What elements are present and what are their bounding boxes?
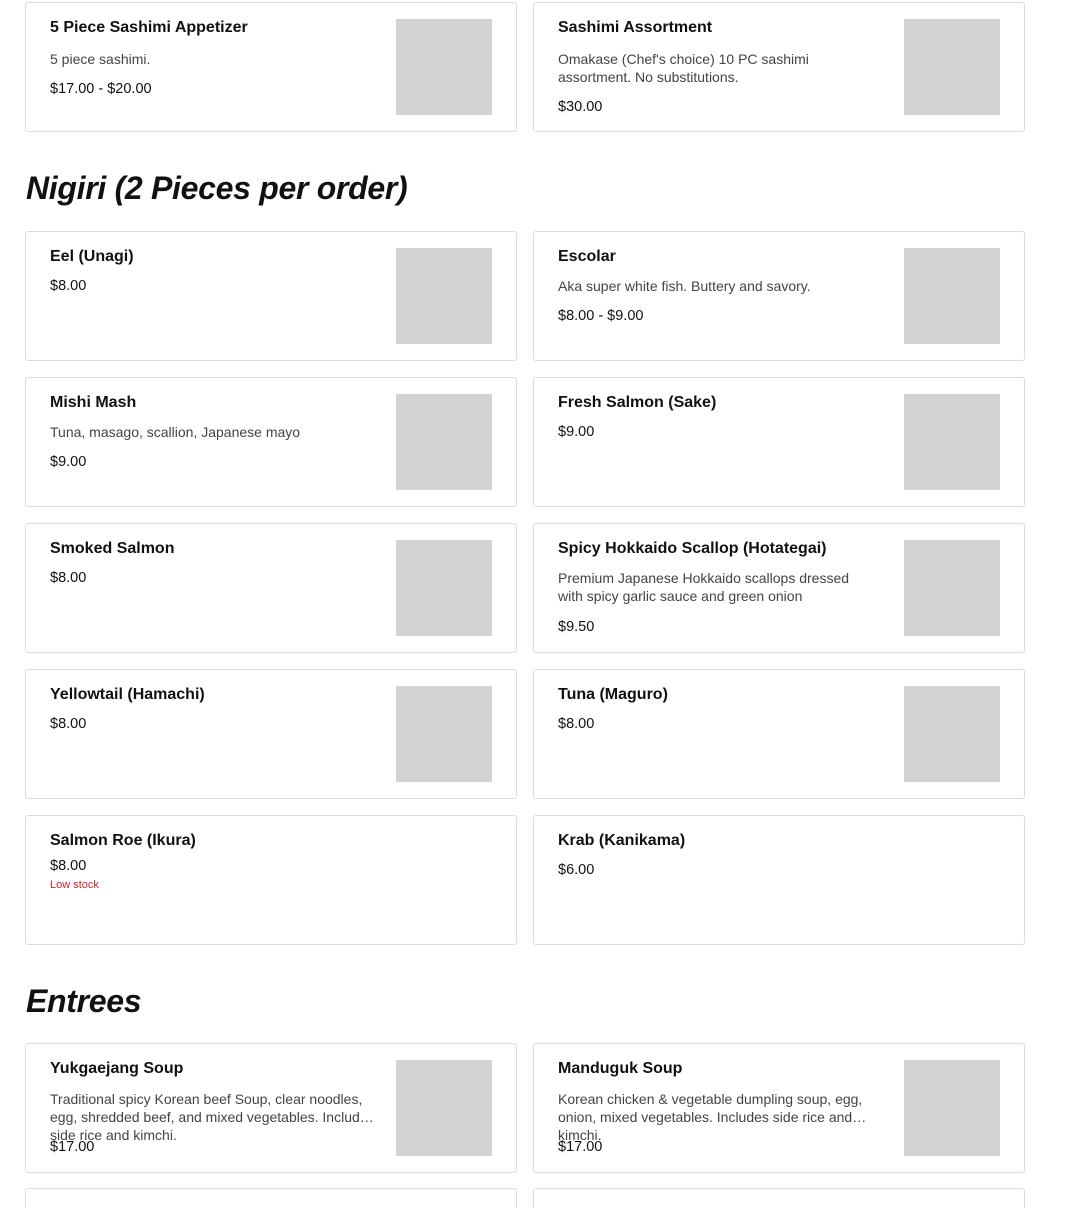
item-description: Aka super white fish. Buttery and savory. <box>558 278 811 294</box>
item-description: 5 piece sashimi. <box>50 51 151 67</box>
menu-item-card[interactable] <box>533 815 1025 945</box>
item-image <box>904 540 1000 636</box>
item-description: Korean chicken & vegetable dumpling soup, egg, onion, mixed vegetables. Includes side rice and kimchi. <box>558 1091 863 1143</box>
item-image <box>904 19 1000 115</box>
item-price: $6.00 <box>558 862 595 878</box>
item-price: $17.00 <box>50 1139 95 1155</box>
menu-item-card[interactable] <box>25 377 517 507</box>
item-description: Omakase (Chef's choice) 10 PC sashimi assortment. No substitutions. <box>558 51 809 85</box>
item-name: Fresh Salmon (Sake) <box>558 394 717 411</box>
item-description: Premium Japanese Hokkaido scallops dressed with spicy garlic sauce and green onion <box>558 570 850 604</box>
menu-item-card[interactable] <box>25 1188 517 1208</box>
item-price: $8.00 <box>50 858 87 874</box>
item-price: $9.00 <box>50 454 87 470</box>
menu-item-card[interactable] <box>25 231 517 361</box>
item-price: $9.00 <box>558 424 595 440</box>
item-image <box>396 686 492 782</box>
item-price: $8.00 <box>50 716 87 732</box>
menu-item-card[interactable] <box>25 2 517 132</box>
menu-item-card[interactable] <box>533 1043 1025 1173</box>
menu-item-card[interactable] <box>25 815 517 945</box>
item-name: Mishi Mash <box>50 394 137 411</box>
item-image <box>904 1060 1000 1156</box>
menu-item-card[interactable] <box>25 523 517 653</box>
item-image <box>904 248 1000 344</box>
item-price: $8.00 - $9.00 <box>558 308 644 324</box>
item-name: 5 Piece Sashimi Appetizer <box>50 19 248 36</box>
item-image <box>396 1060 492 1156</box>
item-price: $9.50 <box>558 619 595 635</box>
item-name: Eel (Unagi) <box>50 248 134 265</box>
item-image <box>396 394 492 490</box>
menu-item-card[interactable] <box>533 377 1025 507</box>
item-image <box>904 686 1000 782</box>
item-price: $17.00 - $20.00 <box>50 81 152 97</box>
section-title-entrees: Entrees <box>26 983 142 1019</box>
item-price: $17.00 <box>558 1139 603 1155</box>
item-price: $8.00 <box>50 278 87 294</box>
menu-item-card[interactable] <box>533 2 1025 132</box>
item-image <box>396 540 492 636</box>
item-name: Tuna (Maguro) <box>558 686 668 703</box>
item-image <box>396 19 492 115</box>
menu-item-card[interactable] <box>25 669 517 799</box>
item-name: Spicy Hokkaido Scallop (Hotategai) <box>558 540 827 557</box>
item-name: Escolar <box>558 248 616 265</box>
item-name: Yukgaejang Soup <box>50 1060 184 1077</box>
item-name: Sashimi Assortment <box>558 19 713 36</box>
item-price: $30.00 <box>558 99 603 115</box>
low-stock-badge: Low stock <box>50 879 99 891</box>
menu-item-card[interactable] <box>25 1043 517 1173</box>
item-price: $8.00 <box>50 570 87 586</box>
item-name: Salmon Roe (Ikura) <box>50 832 196 849</box>
item-description: Traditional spicy Korean beef Soup, clear noodles, egg, shredded beef, and mixed vegetables. Includes side rice and kimchi. <box>50 1091 375 1143</box>
item-description: Tuna, masago, scallion, Japanese mayo <box>50 424 301 440</box>
menu-item-card[interactable] <box>533 669 1025 799</box>
item-image <box>904 394 1000 490</box>
item-price: $8.00 <box>558 716 595 732</box>
item-name: Krab (Kanikama) <box>558 832 686 849</box>
item-name: Yellowtail (Hamachi) <box>50 686 205 703</box>
menu-item-card[interactable] <box>533 523 1025 653</box>
menu-item-card[interactable] <box>533 231 1025 361</box>
item-image <box>396 248 492 344</box>
menu-item-card[interactable] <box>533 1188 1025 1208</box>
item-name: Manduguk Soup <box>558 1060 683 1077</box>
item-name: Smoked Salmon <box>50 540 175 557</box>
section-title-nigiri: Nigiri (2 Pieces per order) <box>26 170 408 206</box>
